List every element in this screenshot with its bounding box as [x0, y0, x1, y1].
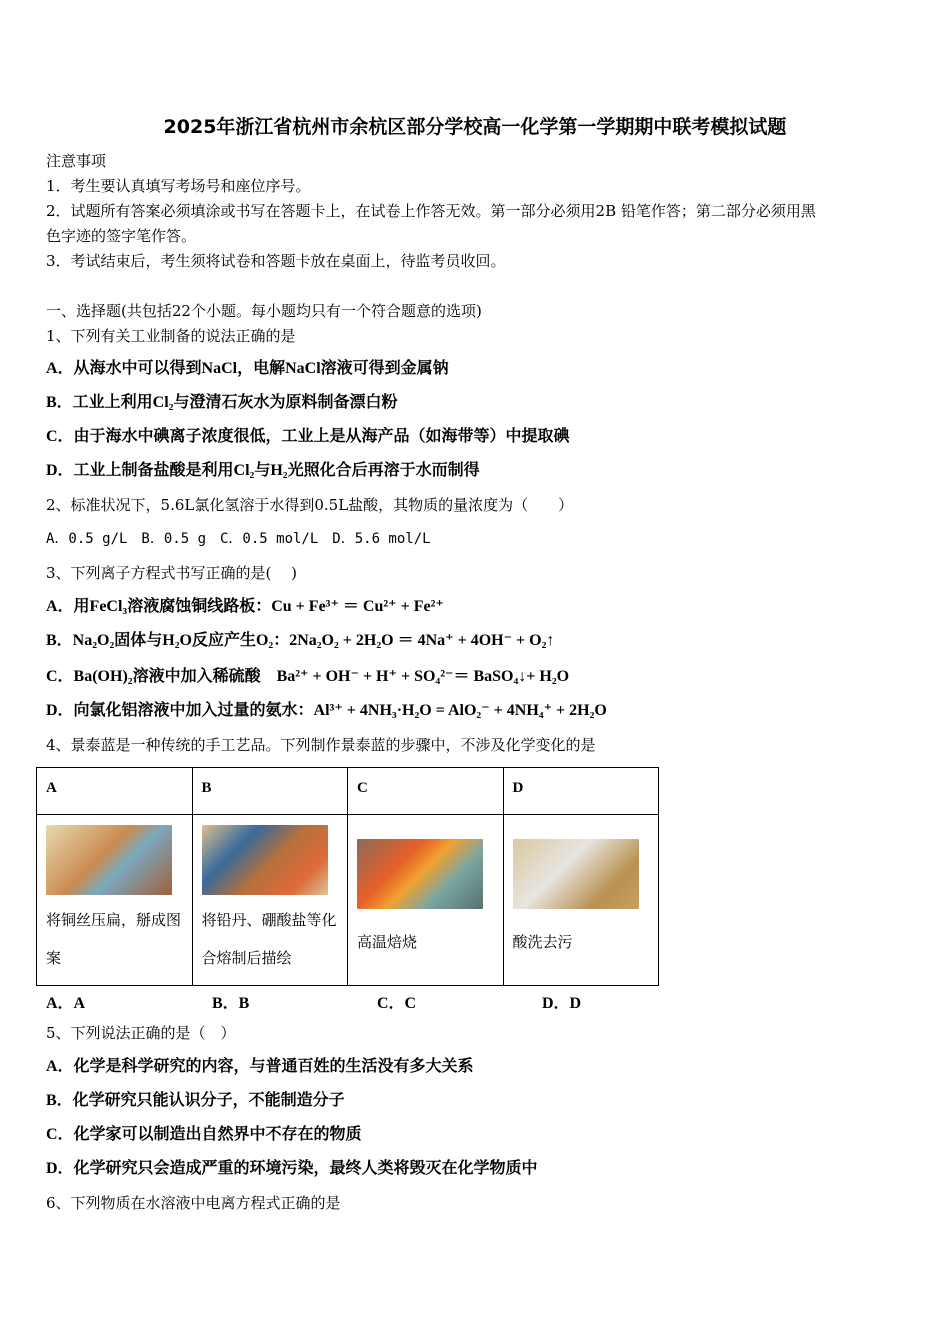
- page-title: 2025年浙江省杭州市余杭区部分学校高一化学第一学期期中联考模拟试题: [163, 116, 787, 138]
- option: B．化学研究只能认识分子，不能制造分子: [46, 1092, 345, 1109]
- question-stem: 3、下列离子方程式书写正确的是( ): [46, 564, 298, 582]
- question-stem: 5、下列说法正确的是（ ）: [46, 1024, 236, 1042]
- option: D．向氯化铝溶液中加入过量的氨水：Al³⁺ + 4NH₃·H₂O = AlO₂⁻ + 4NH₄⁺ + 2H₂O: [46, 702, 607, 719]
- notice-item: 1．考生要认真填写考场号和座位序号。: [46, 177, 311, 195]
- step-caption: 酸洗去污: [512, 933, 573, 951]
- notice-item: 3．考试结束后，考生须将试卷和答题卡放在桌面上，待监考员收回。: [46, 252, 506, 270]
- step-caption: 将铅丹、硼酸盐等化合熔制后描绘: [201, 911, 337, 967]
- notice-item: 色字迹的签字笔作答。: [46, 227, 197, 245]
- option: A．0.5 g/L B．0.5 g C．0.5 mol/L D．5.6 mol/L: [46, 531, 431, 547]
- illustration-enamel-painting: [202, 825, 328, 895]
- answer-option: D．D: [542, 995, 582, 1012]
- table-header: B: [192, 768, 348, 815]
- option: D．化学研究只会造成严重的环境污染，最终人类将毁灭在化学物质中: [46, 1160, 538, 1177]
- option: A．用FeCl₃溶液腐蚀铜线路板：Cu + Fe³⁺ ＝ Cu²⁺ + Fe²⁺: [46, 598, 444, 615]
- step-caption: 将铜丝压扁，掰成图案: [46, 911, 182, 967]
- option: C．化学家可以制造出自然界中不存在的物质: [46, 1126, 362, 1143]
- option: C．Ba(OH)₂溶液中加入稀硫酸 Ba²⁺ + OH⁻ + H⁺ + SO₄²⁻＝ BaSO₄↓+ H₂O: [46, 668, 570, 685]
- question-stem: 2、标准状况下，5.6L氯化氢溶于水得到0.5L盐酸，其物质的量浓度为（ ）: [46, 496, 574, 514]
- option: B．工业上利用Cl₂与澄清石灰水为原料制备漂白粉: [46, 394, 398, 411]
- section-heading: 一、选择题(共包括22个小题。每小题均只有一个符合题意的选项): [46, 302, 482, 320]
- table-header: C: [348, 768, 504, 815]
- answer-option: A．A: [46, 995, 86, 1012]
- step-caption: 高温焙烧: [357, 933, 418, 951]
- table-header: A: [37, 768, 193, 815]
- table-header: D: [503, 768, 659, 815]
- option: C．由于海水中碘离子浓度很低，工业上是从海产品（如海带等）中提取碘: [46, 428, 570, 445]
- option: D．工业上制备盐酸是利用Cl₂与H₂光照化合后再溶于水而制得: [46, 462, 480, 479]
- option: A．化学是科学研究的内容，与普通百姓的生活没有多大关系: [46, 1058, 474, 1075]
- notice-heading: 注意事项: [46, 152, 107, 170]
- question-stem: 6、下列物质在水溶液中电离方程式正确的是: [46, 1194, 341, 1212]
- illustration-wire-flattening: [46, 825, 172, 895]
- answer-option: C．C: [377, 995, 417, 1012]
- option: A．从海水中可以得到NaCl，电解NaCl溶液可得到金属钠: [46, 360, 449, 377]
- cloisonne-steps-table: [36, 767, 659, 986]
- illustration-acid-washing: [513, 839, 639, 909]
- option: B．Na₂O₂固体与H₂O反应产生O₂：2Na₂O₂ + 2H₂O ＝ 4Na⁺ + 4OH⁻ + O₂↑: [46, 632, 555, 649]
- question-stem: 1、下列有关工业制备的说法正确的是: [46, 327, 296, 345]
- illustration-firing: [357, 839, 483, 909]
- answer-option: B．B: [212, 995, 250, 1012]
- question-stem: 4、景泰蓝是一种传统的手工艺品。下列制作景泰蓝的步骤中，不涉及化学变化的是: [46, 736, 596, 754]
- notice-item: 2．试题所有答案必须填涂或书写在答题卡上，在试卷上作答无效。第一部分必须用2B 铅笔作答；第二部分必须用黑: [46, 202, 816, 220]
